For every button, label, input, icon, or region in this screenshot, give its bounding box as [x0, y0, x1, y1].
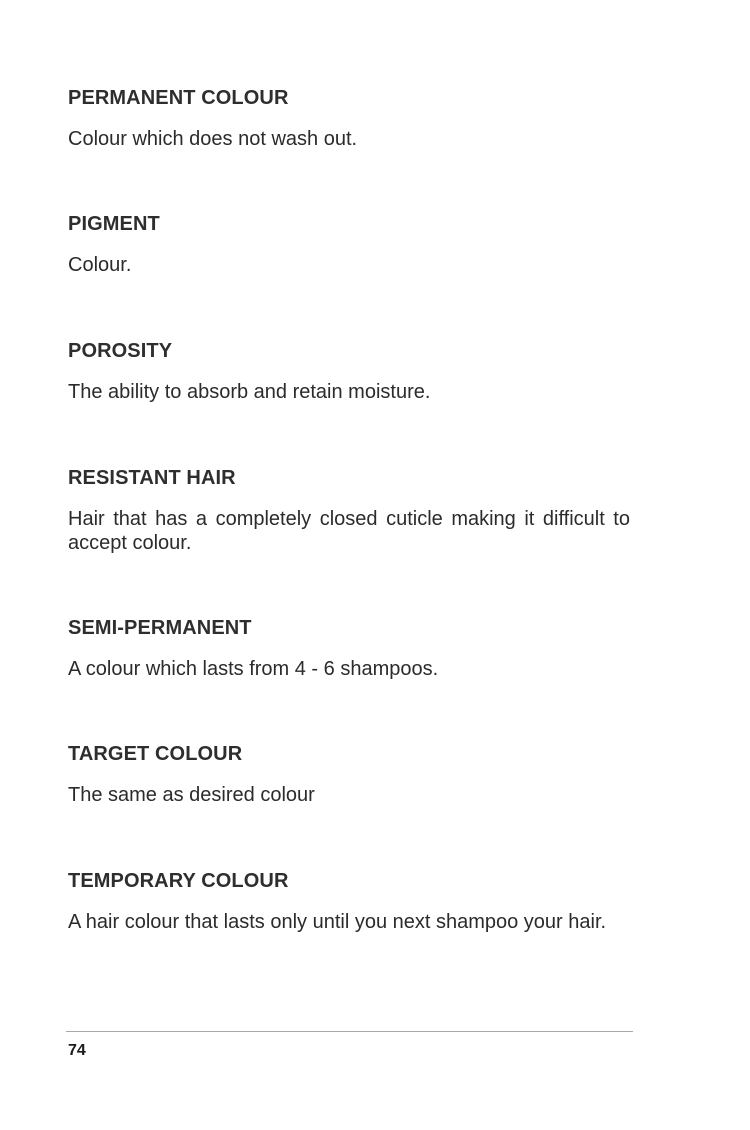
glossary-definition: The ability to absorb and retain moisture.	[68, 381, 431, 403]
glossary-entry-semi-permanent	[68, 616, 630, 681]
glossary-entry-target-colour	[68, 742, 630, 807]
glossary-term: TARGET COLOUR	[68, 743, 243, 765]
glossary-entry-temporary-colour	[68, 869, 630, 934]
glossary-term: RESISTANT HAIR	[68, 467, 236, 489]
page-number: 74	[68, 1042, 86, 1059]
glossary-term: TEMPORARY COLOUR	[68, 870, 289, 892]
glossary-entry-resistant-hair	[68, 466, 630, 555]
glossary-definition: A colour which lasts from 4 - 6 shampoos.	[68, 658, 439, 680]
glossary-entry-permanent-colour	[68, 86, 630, 151]
glossary-definition: Hair that has a completely closed cuticle making it difficult to accept colour.	[68, 508, 630, 554]
glossary-term: SEMI-PERMANENT	[68, 617, 252, 639]
glossary-definition: The same as desired colour	[68, 784, 315, 806]
glossary-definition: Colour which does not wash out.	[68, 128, 358, 150]
glossary-term: POROSITY	[68, 340, 173, 362]
glossary-entry-pigment	[68, 212, 630, 277]
footer-divider	[66, 1031, 633, 1032]
glossary-definition: Colour.	[68, 254, 132, 276]
glossary-definition: A hair colour that lasts only until you next shampoo your hair.	[68, 911, 607, 933]
glossary-term: PIGMENT	[68, 213, 160, 235]
glossary-term: PERMANENT COLOUR	[68, 87, 289, 109]
glossary-entry-porosity	[68, 339, 630, 404]
